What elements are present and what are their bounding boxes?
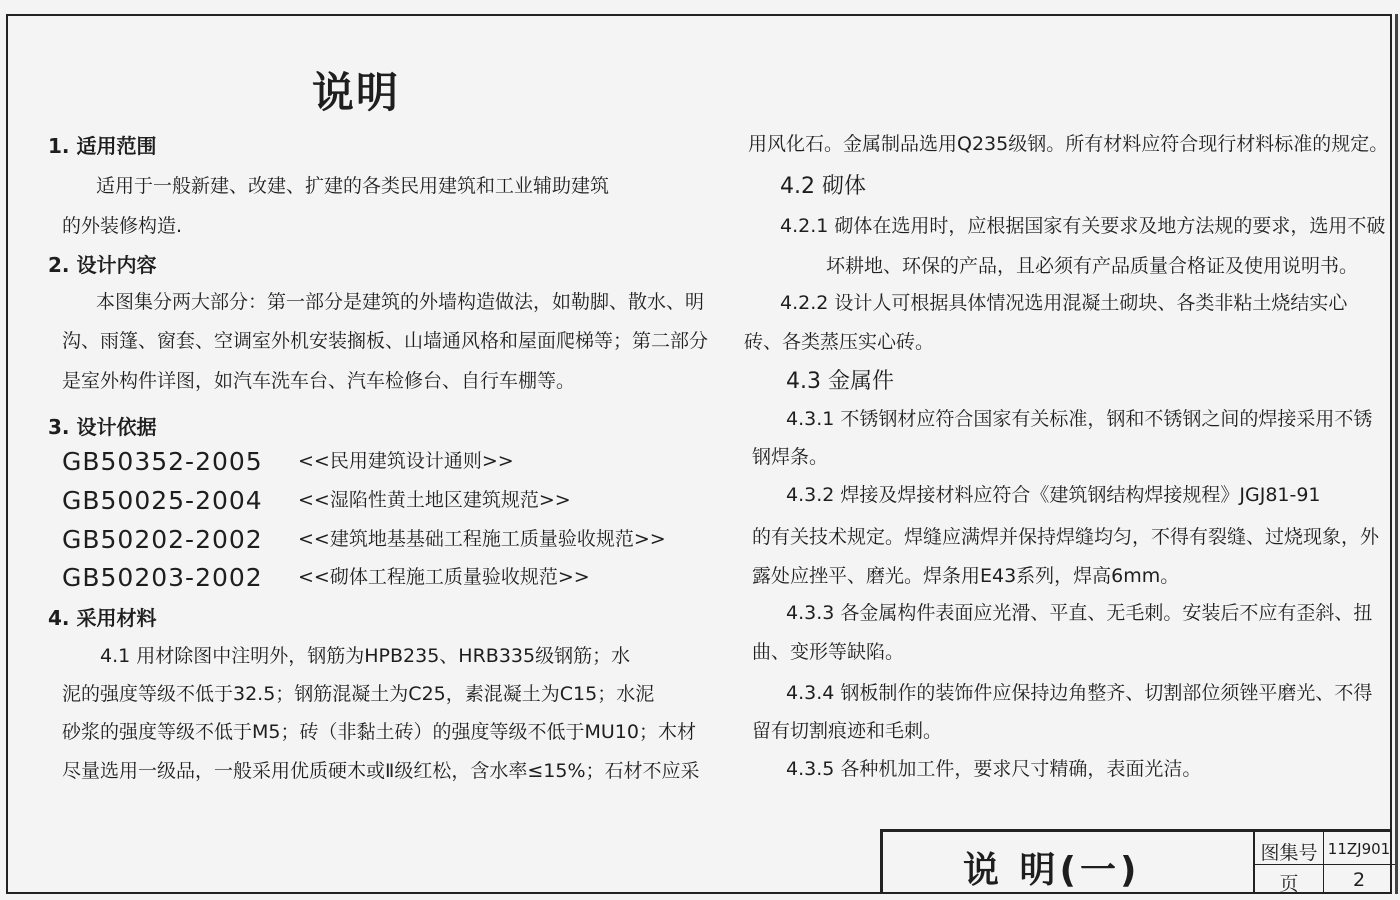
section-3-heading: 3. 设计依据 [48, 415, 157, 439]
right-line-14: 曲、变形等缺陷。 [752, 641, 905, 663]
right-line-1: 用风化石。金属制品选用Q235级钢。所有材料应符合现行材料标准的规定。 [748, 133, 1389, 155]
right-line-9: 钢焊条。 [752, 446, 829, 468]
right-line-17: 4.3.5 各种机加工件，要求尺寸精确，表面光洁。 [786, 758, 1202, 780]
right-line-5: 4.2.2 设计人可根据具体情况选用混凝土砌块、各类非粘土烧结实心 [780, 292, 1348, 314]
section-4-1-line-1: 4.1 用材除图中注明外，钢筋为HPB235、HRB335级钢筋；水 [100, 645, 631, 667]
section-1-heading: 1. 适用范围 [48, 134, 157, 158]
atlas-label: 图集号 [1260, 842, 1318, 864]
section-4-1-line-4: 尽量选用一级品，一般采用优质硬木或Ⅱ级红松，含水率≤15%；石材不应采 [62, 760, 700, 782]
standard-code-3: GB50202-2002 [62, 525, 263, 554]
right-line-16: 留有切割痕迹和毛刺。 [752, 720, 943, 742]
title-block-title: 说 明(一) [963, 850, 1141, 891]
standard-code-4: GB50203-2002 [62, 563, 263, 592]
right-line-10: 4.3.2 焊接及焊接材料应符合《建筑钢结构焊接规程》JGJ81-91 [786, 484, 1321, 506]
section-4-heading: 4. 采用材料 [48, 606, 157, 630]
section-4-1-line-2: 泥的强度等级不低于32.5；钢筋混凝土为C25，素混凝土为C15；水泥 [62, 683, 655, 705]
right-line-13: 4.3.3 各金属构件表面应光滑、平直、无毛刺。安装后不应有歪斜、扭 [786, 602, 1373, 624]
right-line-6: 砖、各类蒸压实心砖。 [744, 331, 935, 353]
right-line-4: 坏耕地、环保的产品，且必须有产品质量合格证及使用说明书。 [826, 255, 1359, 277]
right-line-15: 4.3.4 钢板制作的装饰件应保持边角整齐、切割部位须锉平磨光、不得 [786, 682, 1373, 704]
right-line-8: 4.3.1 不锈钢材应符合国家有关标准，钢和不锈钢之间的焊接采用不锈 [786, 408, 1373, 430]
edge-line [1395, 14, 1398, 894]
page-title: 说明 [312, 68, 401, 117]
right-line-12: 露处应挫平、磨光。焊条用E43系列，焊高6mm。 [752, 565, 1180, 587]
standard-name-4: <<砌体工程施工质量验收规范>> [298, 566, 590, 588]
standard-name-1: <<民用建筑设计通则>> [298, 450, 514, 472]
section-2-line-3: 是室外构件详图，如汽车洗车台、汽车检修台、自行车棚等。 [62, 370, 576, 392]
right-line-11: 的有关技术规定。焊缝应满焊并保持焊缝均匀，不得有裂缝、过烧现象，外 [752, 526, 1380, 548]
standard-name-2: <<湿陷性黄土地区建筑规范>> [298, 489, 571, 511]
section-1-line-1: 适用于一般新建、改建、扩建的各类民用建筑和工业辅助建筑 [96, 175, 610, 197]
section-1-line-2: 的外装修构造. [62, 215, 183, 237]
page-label: 页 [1279, 873, 1299, 895]
section-2-line-2: 沟、雨篷、窗套、空调室外机安装搁板、山墙通风格和屋面爬梯等；第二部分 [62, 330, 709, 352]
subsection-4-2-heading: 4.2 砌体 [780, 174, 866, 199]
atlas-number: 11ZJ901 [1327, 840, 1391, 858]
grid-divider-v [1323, 832, 1324, 894]
page-number: 2 [1352, 869, 1366, 891]
title-block-grid [1253, 832, 1395, 894]
section-4-1-line-3: 砂浆的强度等级不低于M5；砖（非黏土砖）的强度等级不低于MU10；木材 [62, 721, 696, 743]
standard-name-3: <<建筑地基基础工程施工质量验收规范>> [298, 528, 666, 550]
standard-code-2: GB50025-2004 [62, 486, 263, 515]
standard-code-1: GB50352-2005 [62, 447, 263, 476]
section-2-line-1: 本图集分两大部分：第一部分是建筑的外墙构造做法，如勒脚、散水、明 [96, 291, 705, 313]
title-block [880, 829, 1390, 894]
subsection-4-3-heading: 4.3 金属件 [786, 369, 894, 394]
right-line-3: 4.2.1 砌体在选用时，应根据国家有关要求及地方法规的要求，选用不破 [780, 215, 1386, 237]
section-2-heading: 2. 设计内容 [48, 253, 157, 277]
